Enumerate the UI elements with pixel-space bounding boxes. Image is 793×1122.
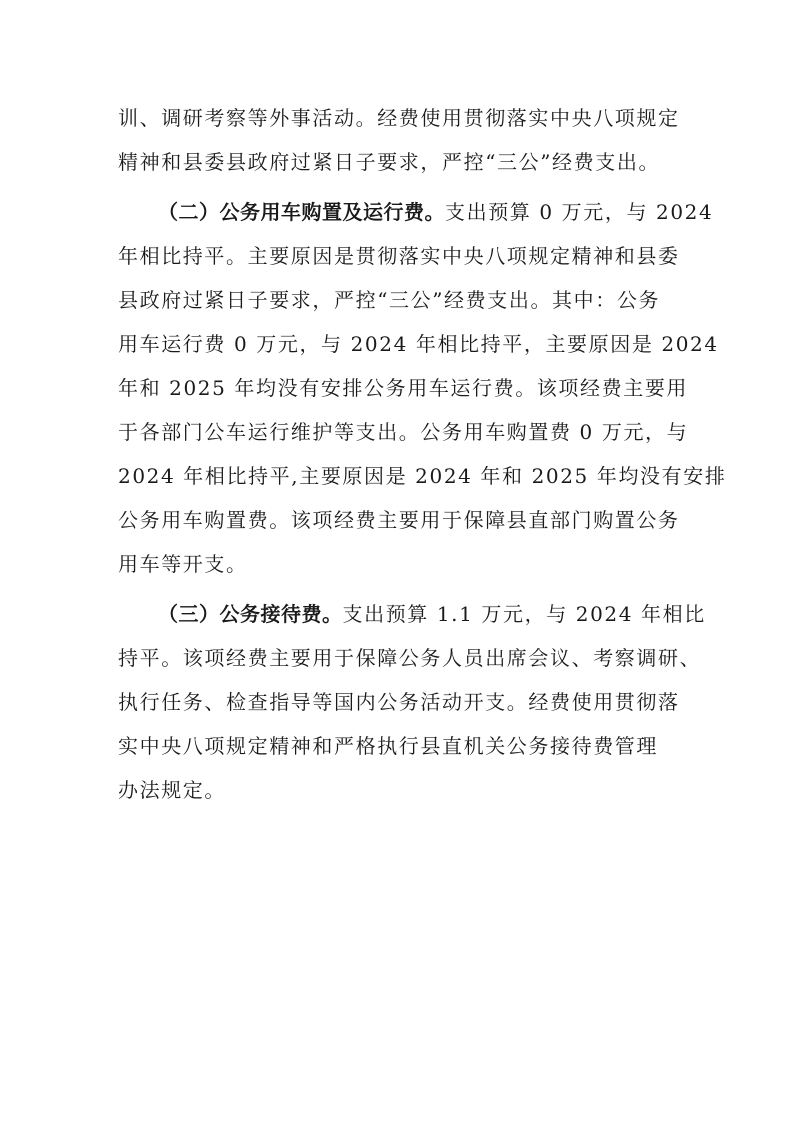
paragraph-line: 2024 年相比持平,主要原因是 2024 年和 2025 年均没有安排 — [118, 464, 727, 488]
section-2-first-line-text: 支出预算 0 万元，与 2024 — [445, 200, 714, 224]
paragraph-line: 年和 2025 年均没有安排公务用车运行费。该项经费主要用 — [118, 376, 689, 400]
section-2-heading: （二）公务用车购置及运行费。 — [158, 200, 445, 224]
paragraph-line: 公务用车购置费。该项经费主要用于保障县直部门购置公务 — [118, 508, 680, 532]
paragraph-line: 于各部门公车运行维护等支出。公务用车购置费 0 万元，与 — [118, 420, 689, 444]
paragraph-line: 持平。该项经费主要用于保障公务人员出席会议、考察调研、 — [118, 646, 702, 670]
paragraph-line: 用车等开支。 — [118, 552, 248, 576]
paragraph-line: 县政府过紧日子要求，严控“三公”经费支出。其中：公务 — [118, 288, 661, 312]
paragraph-line: 训、调研考察等外事活动。经费使用贯彻落实中央八项规定 — [118, 106, 680, 130]
paragraph-line: 办法规定。 — [118, 778, 226, 802]
paragraph-line: 用车运行费 0 万元，与 2024 年相比持平，主要原因是 2024 — [118, 332, 719, 356]
section-3-heading: （三）公务接待费。 — [158, 602, 343, 626]
section-2-first-line — [158, 198, 714, 226]
paragraph-line: 精神和县委县政府过紧日子要求，严控“三公”经费支出。 — [118, 150, 661, 174]
paragraph-line: 执行任务、检查指导等国内公务活动开支。经费使用贯彻落 — [118, 690, 680, 714]
paragraph-line: 年相比持平。主要原因是贯彻落实中央八项规定精神和县委 — [118, 244, 680, 268]
section-3-first-line — [158, 600, 706, 628]
section-3-first-line-text: 支出预算 1.1 万元，与 2024 年相比 — [342, 602, 706, 626]
paragraph-line: 实中央八项规定精神和严格执行县直机关公务接待费管理 — [118, 734, 658, 758]
